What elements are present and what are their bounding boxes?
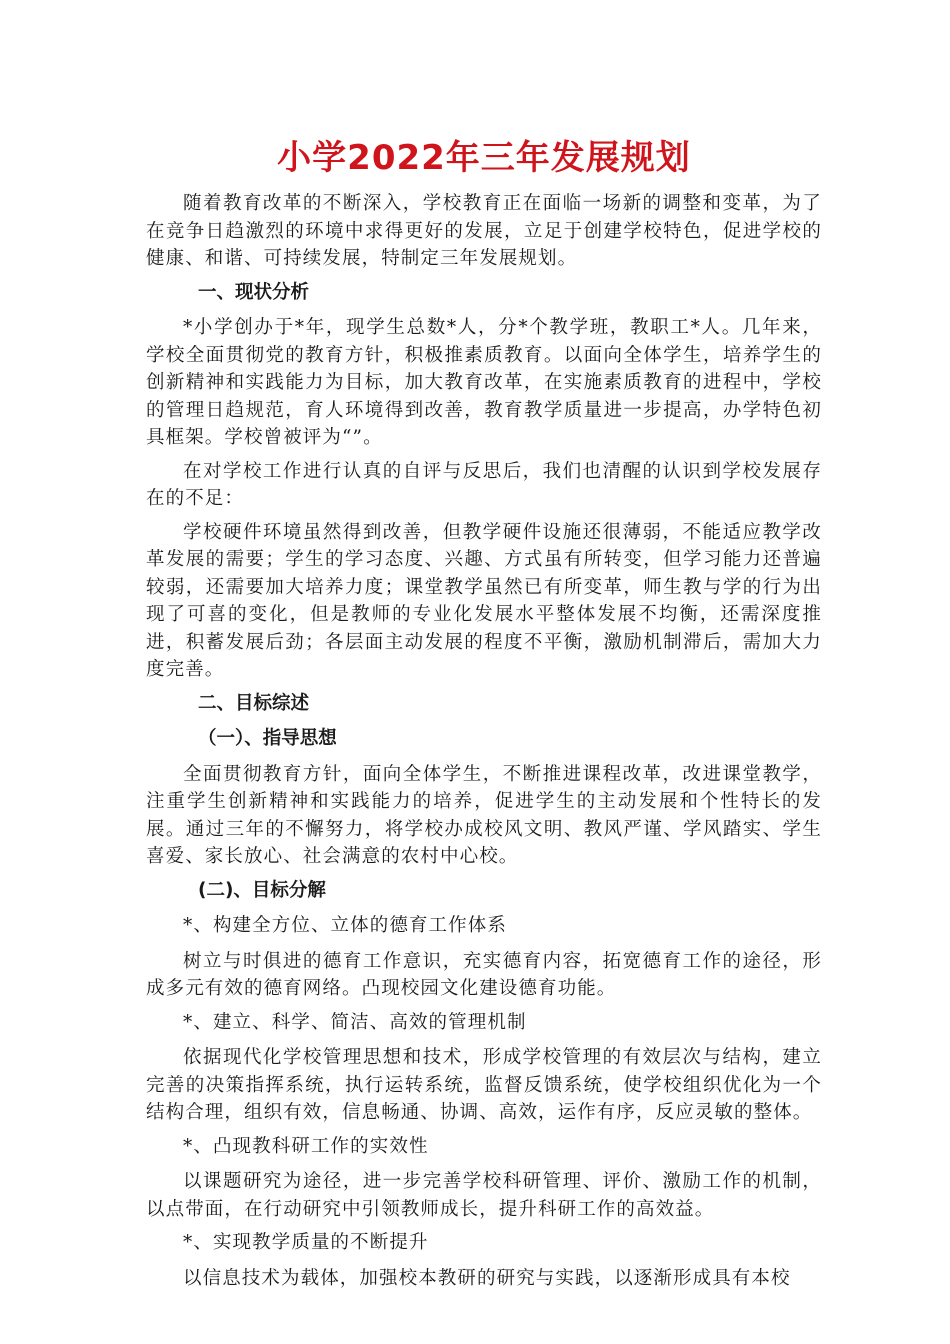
goal-item-label: *、凸现教科研工作的实效性 — [183, 1135, 429, 1157]
goal-item-text: 以课题研究为途径，进一步完善学校科研管理、评价、激励工作的机制，以点带面，在行动研究中引领教师成长，提升科研工作的高效益。 — [146, 1171, 822, 1220]
goal-item-label: *、建立、科学、简洁、高效的管理机制 — [183, 1011, 527, 1033]
goal-item-text: 依据现代化学校管理思想和技术，形成学校管理的有效层次与结构，建立完善的决策指挥系统，执行运转系统，监督反馈系统，使学校组织优化为一个结构合理，组织有效，信息畅通、协调、高效，运作有序，反应灵敏的整体。 — [146, 1047, 822, 1123]
goal-item-label: *、构建全方位、立体的德育工作体系 — [183, 915, 507, 936]
goal-item-text: 以信息技术为载体，加强校本教研的研究与实践，以逐渐形成具有本校 — [183, 1267, 791, 1289]
subsection-heading-breakdown: (二)、目标分解 — [198, 879, 326, 901]
guiding-paragraph: 全面贯彻教育方针，面向全体学生，不断推进课程改革，改进课堂教学，注重学生创新精神和实践能力的培养，促进学生的主动发展和个性特长的发展。通过三年的不懈努力，将学校办成校风文明、教风严谨、学风踏实、学生喜爱、家长放心、社会满意的农村中心校。 — [146, 763, 822, 867]
goal-item-label: *、实现教学质量的不断提升 — [183, 1232, 429, 1253]
document-title: 小学2022年三年发展规划 — [277, 138, 691, 178]
status-paragraph-3: 学校硬件环境虽然得到改善，但教学硬件设施还很薄弱，不能适应教学改革发展的需要；学生的学习态度、兴趣、方式虽有所转变，但学习能力还普遍较弱，还需要加大培养力度；课堂教学虽然已有所变革，师生教与学的行为出现了可喜的变化，但是教师的专业化发展水平整体发展不均衡，还需深度推进，积蓄发展后劲；各层面主动发展的程度不平衡，激励机制滞后，需加大力度完善。 — [146, 521, 822, 680]
section-heading-status: 一、现状分析 — [198, 281, 310, 303]
goal-item-text: 树立与时俱进的德育工作意识，充实德育内容，拓宽德育工作的途径，形成多元有效的德育网络。凸现校园文化建设德育功能。 — [146, 950, 822, 999]
status-paragraph-1: *小学创办于*年，现学生总数*人，分*个教学班，教职工*人。几年来，学校全面贯彻党的教育方针，积极推素质教育。以面向全体学生，培养学生的创新精神和实践能力为目标，加大教育改革，在实施素质教育的进程中，学校的管理日趋规范，育人环境得到改善，教育教学质量进一步提高，办学特色初具框架。学校曾被评为“”。 — [146, 317, 822, 448]
section-heading-goals: 二、目标综述 — [198, 692, 310, 714]
document-page — [146, 136, 822, 1298]
intro-paragraph: 随着教育改革的不断深入，学校教育正在面临一场新的调整和变革，为了在竞争日趋激烈的环境中求得更好的发展，立足于创建学校特色，促进学校的健康、和谐、可持续发展，特制定三年发展规划。 — [146, 193, 822, 269]
status-paragraph-2: 在对学校工作进行认真的自评与反思后，我们也清醒的认识到学校发展存在的不足： — [146, 460, 822, 509]
subsection-heading-guiding: （一）、指导思想 — [198, 728, 337, 749]
